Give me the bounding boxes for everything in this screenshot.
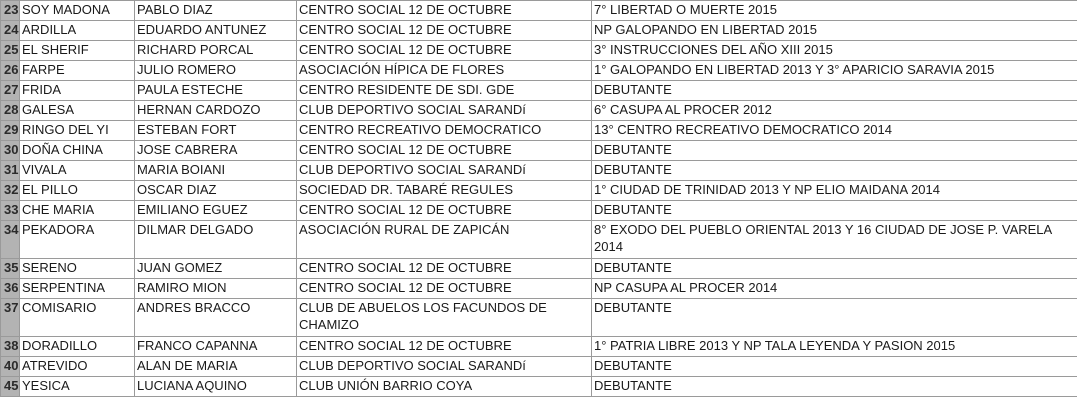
row-number-cell: 36 xyxy=(1,279,20,299)
rider-name-cell: ANDRES BRACCO xyxy=(135,299,297,337)
row-number-cell: 27 xyxy=(1,81,20,101)
table-row xyxy=(1,141,1077,161)
rider-name-cell: JUAN GOMEZ xyxy=(135,259,297,279)
club-cell: CENTRO SOCIAL 12 DE OCTUBRE xyxy=(297,279,592,299)
rider-name-cell: MARIA BOIANI xyxy=(135,161,297,181)
row-number-cell: 30 xyxy=(1,141,20,161)
horse-name-cell: FARPE xyxy=(20,61,135,81)
rider-name-cell: DILMAR DELGADO xyxy=(135,221,297,259)
table-row xyxy=(1,81,1077,101)
row-number-cell: 35 xyxy=(1,259,20,279)
rider-name-cell: OSCAR DIAZ xyxy=(135,181,297,201)
horse-name-cell: EL PILLO xyxy=(20,181,135,201)
club-cell: CENTRO SOCIAL 12 DE OCTUBRE xyxy=(297,259,592,279)
row-number-cell: 45 xyxy=(1,377,20,397)
horse-name-cell: YESICA xyxy=(20,377,135,397)
club-cell: CLUB UNIÓN BARRIO COYA xyxy=(297,377,592,397)
row-number-cell: 24 xyxy=(1,21,20,41)
record-cell: DEBUTANTE xyxy=(592,299,1077,337)
horse-name-cell: PEKADORA xyxy=(20,221,135,259)
table-row xyxy=(1,221,1077,259)
table-row xyxy=(1,357,1077,377)
row-number-cell: 29 xyxy=(1,121,20,141)
record-cell: DEBUTANTE xyxy=(592,161,1077,181)
row-number-cell: 23 xyxy=(1,1,20,21)
table-body xyxy=(1,1,1077,397)
row-number-cell: 25 xyxy=(1,41,20,61)
club-cell: CENTRO SOCIAL 12 DE OCTUBRE xyxy=(297,1,592,21)
record-cell: NP CASUPA AL PROCER 2014 xyxy=(592,279,1077,299)
table-row xyxy=(1,121,1077,141)
club-cell: CENTRO SOCIAL 12 DE OCTUBRE xyxy=(297,41,592,61)
horse-name-cell: SERENO xyxy=(20,259,135,279)
table-row xyxy=(1,337,1077,357)
club-cell: CENTRO RESIDENTE DE SDI. GDE xyxy=(297,81,592,101)
club-cell: CENTRO SOCIAL 12 DE OCTUBRE xyxy=(297,201,592,221)
record-cell: 3° INSTRUCCIONES DEL AÑO XIII 2015 xyxy=(592,41,1077,61)
row-number-cell: 40 xyxy=(1,357,20,377)
row-number-cell: 37 xyxy=(1,299,20,337)
record-cell: 7° LIBERTAD O MUERTE 2015 xyxy=(592,1,1077,21)
rider-name-cell: EDUARDO ANTUNEZ xyxy=(135,21,297,41)
club-cell: CENTRO RECREATIVO DEMOCRATICO xyxy=(297,121,592,141)
record-cell: DEBUTANTE xyxy=(592,81,1077,101)
club-cell: ASOCIACIÓN HÍPICA DE FLORES xyxy=(297,61,592,81)
row-number-cell: 31 xyxy=(1,161,20,181)
rider-name-cell: FRANCO CAPANNA xyxy=(135,337,297,357)
record-cell: DEBUTANTE xyxy=(592,259,1077,279)
rider-name-cell: RICHARD PORCAL xyxy=(135,41,297,61)
table-row xyxy=(1,181,1077,201)
horse-name-cell: RINGO DEL YI xyxy=(20,121,135,141)
record-cell: 6° CASUPA AL PROCER 2012 xyxy=(592,101,1077,121)
club-cell: CLUB DEPORTIVO SOCIAL SARANDí xyxy=(297,357,592,377)
record-cell: NP GALOPANDO EN LIBERTAD 2015 xyxy=(592,21,1077,41)
horse-name-cell: GALESA xyxy=(20,101,135,121)
table-row xyxy=(1,1,1077,21)
row-number-cell: 38 xyxy=(1,337,20,357)
club-cell: CLUB DE ABUELOS LOS FACUNDOS DE CHAMIZO xyxy=(297,299,592,337)
horse-name-cell: SOY MADONA xyxy=(20,1,135,21)
record-cell: 13° CENTRO RECREATIVO DEMOCRATICO 2014 xyxy=(592,121,1077,141)
table-row xyxy=(1,61,1077,81)
horse-name-cell: VIVALA xyxy=(20,161,135,181)
club-cell: CLUB DEPORTIVO SOCIAL SARANDí xyxy=(297,101,592,121)
rider-name-cell: PAULA ESTECHE xyxy=(135,81,297,101)
horse-name-cell: SERPENTINA xyxy=(20,279,135,299)
row-number-cell: 26 xyxy=(1,61,20,81)
table-row xyxy=(1,299,1077,337)
table-row xyxy=(1,201,1077,221)
record-cell: DEBUTANTE xyxy=(592,141,1077,161)
table-row xyxy=(1,377,1077,397)
table-row xyxy=(1,101,1077,121)
horse-name-cell: EL SHERIF xyxy=(20,41,135,61)
club-cell: CENTRO SOCIAL 12 DE OCTUBRE xyxy=(297,141,592,161)
record-cell: 8° EXODO DEL PUEBLO ORIENTAL 2013 Y 16 CIUDAD DE JOSE P. VARELA 2014 xyxy=(592,221,1077,259)
horse-name-cell: ARDILLA xyxy=(20,21,135,41)
horse-name-cell: FRIDA xyxy=(20,81,135,101)
table-row xyxy=(1,279,1077,299)
rider-name-cell: ALAN DE MARIA xyxy=(135,357,297,377)
club-cell: ASOCIACIÓN RURAL DE ZAPICÁN xyxy=(297,221,592,259)
record-cell: DEBUTANTE xyxy=(592,201,1077,221)
rider-name-cell: HERNAN CARDOZO xyxy=(135,101,297,121)
table-row xyxy=(1,21,1077,41)
record-cell: DEBUTANTE xyxy=(592,377,1077,397)
table-row xyxy=(1,259,1077,279)
row-number-cell: 28 xyxy=(1,101,20,121)
rider-name-cell: JOSE CABRERA xyxy=(135,141,297,161)
table-row xyxy=(1,161,1077,181)
club-cell: SOCIEDAD DR. TABARÉ REGULES xyxy=(297,181,592,201)
rider-name-cell: PABLO DIAZ xyxy=(135,1,297,21)
rider-name-cell: LUCIANA AQUINO xyxy=(135,377,297,397)
rider-name-cell: ESTEBAN FORT xyxy=(135,121,297,141)
rider-name-cell: EMILIANO EGUEZ xyxy=(135,201,297,221)
club-cell: CLUB DEPORTIVO SOCIAL SARANDí xyxy=(297,161,592,181)
record-cell: 1° CIUDAD DE TRINIDAD 2013 Y NP ELIO MAIDANA 2014 xyxy=(592,181,1077,201)
rider-name-cell: RAMIRO MION xyxy=(135,279,297,299)
club-cell: CENTRO SOCIAL 12 DE OCTUBRE xyxy=(297,21,592,41)
horse-name-cell: DOÑA CHINA xyxy=(20,141,135,161)
table-row xyxy=(1,41,1077,61)
row-number-cell: 33 xyxy=(1,201,20,221)
horse-name-cell: ATREVIDO xyxy=(20,357,135,377)
record-cell: 1° GALOPANDO EN LIBERTAD 2013 Y 3° APARICIO SARAVIA 2015 xyxy=(592,61,1077,81)
club-cell: CENTRO SOCIAL 12 DE OCTUBRE xyxy=(297,337,592,357)
row-number-cell: 32 xyxy=(1,181,20,201)
record-cell: DEBUTANTE xyxy=(592,357,1077,377)
horse-name-cell: COMISARIO xyxy=(20,299,135,337)
rider-name-cell: JULIO ROMERO xyxy=(135,61,297,81)
record-cell: 1° PATRIA LIBRE 2013 Y NP TALA LEYENDA Y PASION 2015 xyxy=(592,337,1077,357)
row-number-cell: 34 xyxy=(1,221,20,259)
horse-name-cell: CHE MARIA xyxy=(20,201,135,221)
horse-name-cell: DORADILLO xyxy=(20,337,135,357)
